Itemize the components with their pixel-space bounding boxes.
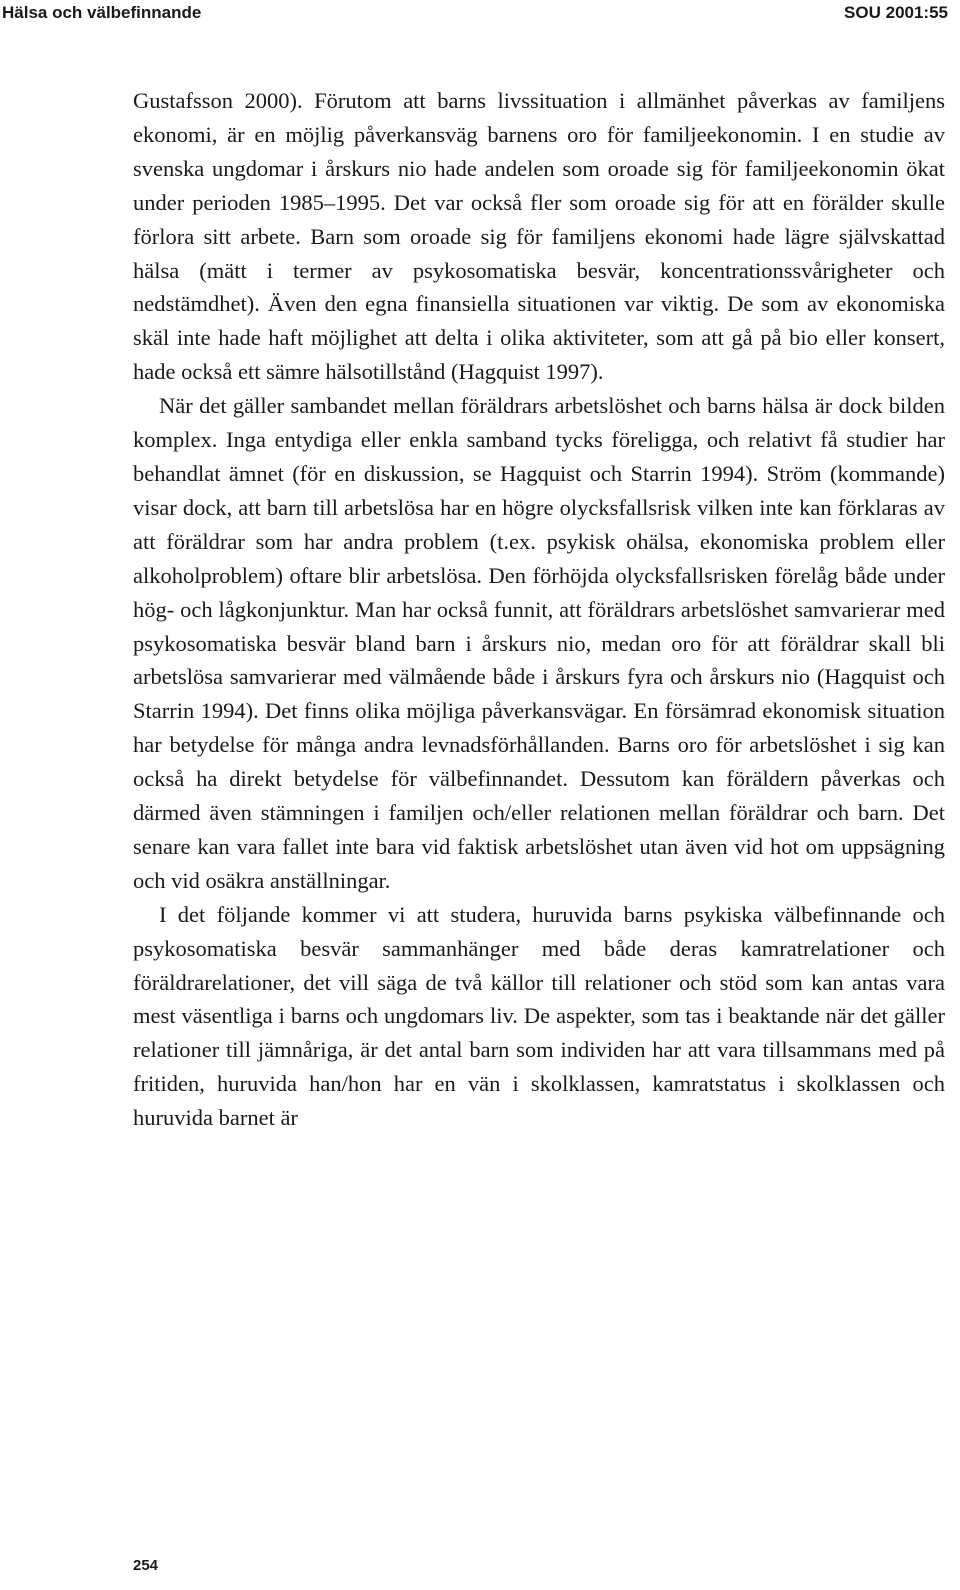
running-header — [0, 0, 960, 30]
body-text — [133, 84, 945, 1135]
header-report-number: SOU 2001:55 — [844, 3, 948, 22]
header-title: Hälsa och välbefinnande — [2, 3, 202, 22]
paragraph-2: När det gäller sambandet mellan föräldrars arbetslöshet och barns hälsa är dock bilden komplex. Inga entydiga eller enkla samband tycks föreligga, och relativt få studier har behandlat ämnet (för en diskussion, se Hagquist och Starrin 1994). Ström (kommande) visar dock, att barn till arbetslösa har en högre olycksfallsrisk vilken inte kan förklaras av att föräldrar som har andra problem (t.ex. psykisk ohälsa, ekonomiska problem eller alkoholproblem) oftare blir arbetslösa. Den förhöjda olycksfallsrisken förelåg både under hög- och lågkonjunktur. Man har också funnit, att föräldrars arbetslöshet samvarierar med psykosomatiska besvär bland barn i årskurs nio, medan oro för att föräldrar skall bli arbetslösa samvarierar med välmående både i årskurs fyra och årskurs nio (Hagquist och Starrin 1994). Det finns olika möjliga påverkansvägar. En försämrad ekonomisk situation har betydelse för många andra levnadsförhållanden. Barns oro för arbetslöshet i sig kan också ha direkt betydelse för välbefinnandet. Dessutom kan föräldern påverkas och därmed även stämningen i familjen och/eller relationen mellan föräldrar och barn. Det senare kan vara fallet inte bara vid faktisk arbetslöshet utan även vid hot om uppsägning och vid osäkra anställningar. — [133, 393, 945, 893]
paragraph-1: Gustafsson 2000). Förutom att barns livssituation i allmänhet påverkas av familjens ekonomi, är en möjlig påverkansväg barnens oro för familjeekonomin. I en studie av svenska ungdomar i årskurs nio hade andelen som oroade sig för familjeekonomin ökat under perioden 1985–1995. Det var också fler som oroade sig för att en förälder skulle förlora sitt arbete. Barn som oroade sig för familjens ekonomi hade lägre självskattad hälsa (mätt i termer av psykosomatiska besvär, koncentrationssvårigheter och nedstämdhet). Även den egna finansiella situationen var viktig. De som av ekonomiska skäl inte hade haft möjlighet att delta i olika aktiviteter, som att gå på bio eller konsert, hade också ett sämre hälsotillstånd (Hagquist 1997). — [133, 88, 945, 385]
page-number: 254 — [133, 1557, 159, 1574]
paragraph-3: I det följande kommer vi att studera, huruvida barns psykiska välbefinnande och psykosomatiska besvär sammanhänger med både deras kamratrelationer och föräldrarelationer, det vill säga de två källor till relationer och stöd som kan antas vara mest väsentliga i barns och ungdomars liv. De aspekter, som tas i beaktande när det gäller relationer till jämnåriga, är det antal barn som individen har att vara tillsammans med på fritiden, huruvida han/hon har en vän i skolklassen, kamratstatus i skolklassen och huruvida barnet är — [133, 901, 945, 1131]
